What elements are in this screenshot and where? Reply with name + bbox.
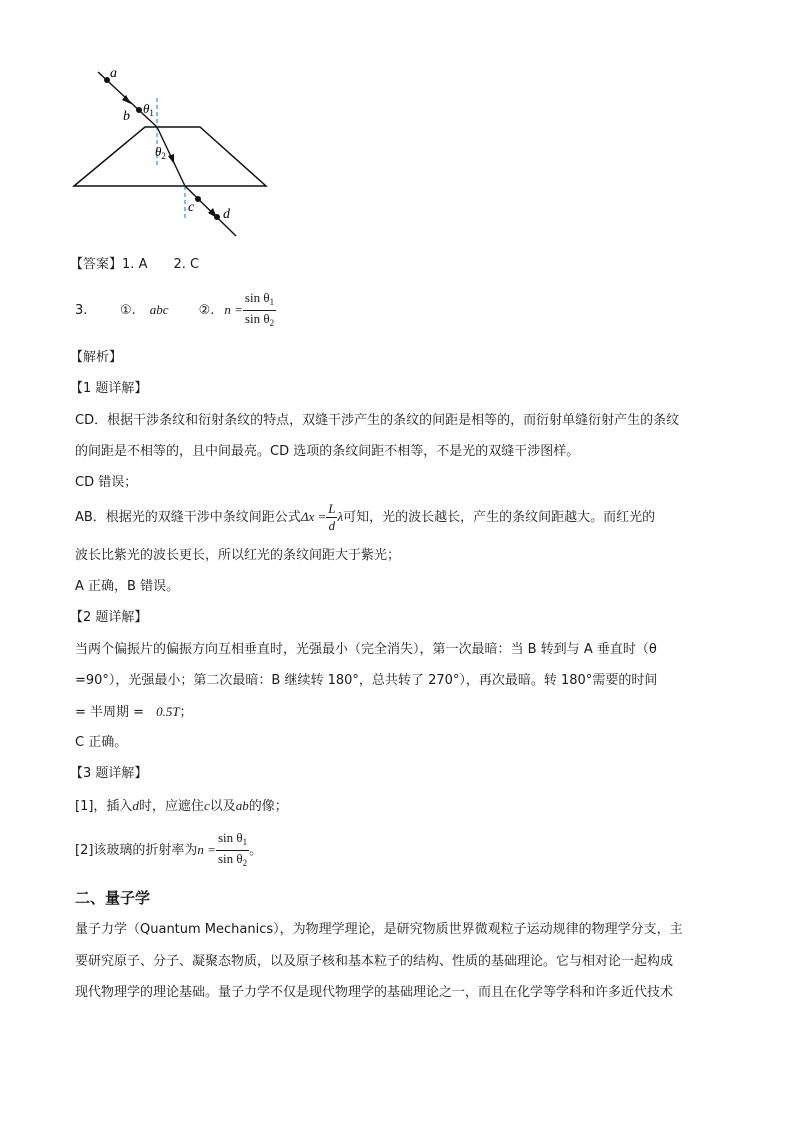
label-a: a bbox=[110, 66, 117, 81]
q1-para3-formula-dx: Δx = bbox=[300, 509, 327, 524]
q1-para1-line1: CD．根据干涉条纹和衍射条纹的特点，双缝干涉产生的条纹的间距是相等的，而衍射单缝衍射产生的条纹 bbox=[75, 413, 680, 428]
q2-line3-text: = 半周期 = bbox=[75, 705, 145, 720]
q3-line1-d: d bbox=[132, 798, 139, 813]
q2-line4: C 正确。 bbox=[75, 735, 128, 750]
q2-detail-title: 【2 题详解】 bbox=[70, 610, 148, 625]
q1-para3-formula-numerator: L bbox=[328, 501, 336, 516]
q3-line1-part-f: 的像； bbox=[248, 799, 288, 814]
q1-para3-text-pre: AB．根据光的双缝干涉中条纹间距公式 bbox=[75, 510, 301, 525]
q3-line1-part-b: 时，应遮住 bbox=[138, 799, 204, 814]
q2-line3-post: ； bbox=[179, 705, 193, 720]
q1-para1-line2: 的间距是不相等的，且中间最亮。CD 选项的条纹间距不相等，不是光的双缝干涉图样。 bbox=[75, 444, 580, 459]
answer-q3-formula-lhs: n = bbox=[224, 302, 243, 317]
label-theta1: $\theta_1$ bbox=[143, 101, 154, 118]
q2-line2: =90°），光强最小；第二次最暗：B 继续转 180°，总共转了 270°），再次最暗。转 180°需要的时间 bbox=[75, 673, 658, 688]
q3-line2-text: [2]该玻璃的折射率为 bbox=[75, 843, 198, 858]
q2-line3-value: 0.5T bbox=[156, 704, 180, 719]
q3-detail-title: 【3 题详解】 bbox=[70, 766, 148, 781]
section2-line2: 要研究原子、分子、凝聚态物质，以及原子核和基本粒子的结构、性质的基础理论。它与相对论一起构成 bbox=[75, 954, 674, 969]
q1-para3-formula-denominator: d bbox=[328, 518, 336, 533]
answer-q1-num: 1. bbox=[122, 257, 135, 272]
pin-d bbox=[214, 214, 220, 220]
answer-title: 【答案】 bbox=[70, 257, 123, 272]
q3-line2-formula-fraction bbox=[216, 830, 249, 871]
section2-line3: 现代物理学的理论基础。量子力学不仅是现代物理学的基础理论之一，而且在化学等学科和许多近代技术 bbox=[75, 985, 674, 1000]
q1-para3-formula-fraction bbox=[326, 501, 337, 534]
label-theta2: $\theta_2$ bbox=[155, 144, 166, 161]
answer-q3-formula-denominator: sin θ bbox=[244, 311, 270, 326]
q3-line1 bbox=[75, 797, 288, 816]
q1-para2: CD 错误； bbox=[75, 475, 138, 490]
answer-q3-part2-mark: ②. bbox=[198, 303, 215, 318]
section2-title: 二、量子学 bbox=[75, 889, 151, 907]
answer-q3-formula-numerator-sub: 1 bbox=[269, 297, 275, 307]
answer-q3-formula-denominator-sub: 2 bbox=[269, 318, 275, 328]
arrow-head-2 bbox=[168, 154, 174, 164]
q2-line1: 当两个偏振片的偏振方向互相垂直时，光强最小（完全消失），第一次最暗：当 B 转到与 A 垂直时（θ bbox=[75, 642, 657, 657]
answer-q2-num: 2. bbox=[173, 257, 186, 272]
q1-para3-line1 bbox=[75, 501, 655, 534]
pin-c bbox=[195, 196, 201, 202]
answer-q3-part1-mark: ①. bbox=[120, 303, 136, 318]
q3-line1-part-a: [1]，插入 bbox=[75, 799, 133, 814]
q3-line2-post: 。 bbox=[249, 843, 263, 858]
q1-para3-line2: 波长比紫光的波长更长，所以红光的条纹间距大于紫光； bbox=[75, 548, 401, 563]
answer-q1-value: A bbox=[138, 257, 148, 272]
answer-q3-part1-value: abc bbox=[149, 302, 169, 317]
q2-line3 bbox=[75, 703, 193, 722]
q3-line1-part-e: 以及 bbox=[209, 799, 236, 814]
section2-line1: 量子力学（Quantum Mechanics），为物理学理论，是研究物质世界微观粒子运动规律的物理学分支，主 bbox=[75, 922, 683, 937]
q3-line2-formula-numerator: sin θ bbox=[217, 830, 243, 845]
analysis-title: 【解析】 bbox=[70, 350, 123, 365]
q3-line1-c: c bbox=[203, 798, 210, 813]
q1-para3-formula-lambda: λ bbox=[337, 509, 344, 524]
answer-line bbox=[70, 256, 199, 274]
q1-para4: A 正确，B 错误。 bbox=[75, 579, 180, 594]
label-b: b bbox=[123, 109, 130, 124]
pin-b bbox=[136, 107, 142, 113]
q1-detail-title: 【1 题详解】 bbox=[70, 381, 148, 396]
q3-line2-formula-lhs: n = bbox=[197, 842, 216, 857]
answer-q3-num: 3. bbox=[75, 303, 88, 318]
q3-line2-formula-denominator: sin θ bbox=[217, 851, 243, 866]
q3-line2-formula-denominator-sub: 2 bbox=[242, 858, 248, 868]
answer-q3-line bbox=[75, 290, 276, 331]
q1-para3-text-post: 可知，光的波长越长，产生的条纹间距越大。而红光的 bbox=[343, 510, 656, 525]
answer-q3-formula-fraction bbox=[243, 290, 276, 331]
q3-line2 bbox=[75, 830, 262, 871]
answer-q2-value: C bbox=[190, 257, 200, 272]
q3-line1-ab: ab bbox=[235, 798, 249, 813]
label-d: d bbox=[223, 207, 230, 222]
label-c: c bbox=[188, 200, 195, 215]
refraction-figure bbox=[60, 60, 280, 245]
answer-q3-formula-numerator: sin θ bbox=[244, 290, 270, 305]
q3-line2-formula-numerator-sub: 1 bbox=[242, 837, 248, 847]
